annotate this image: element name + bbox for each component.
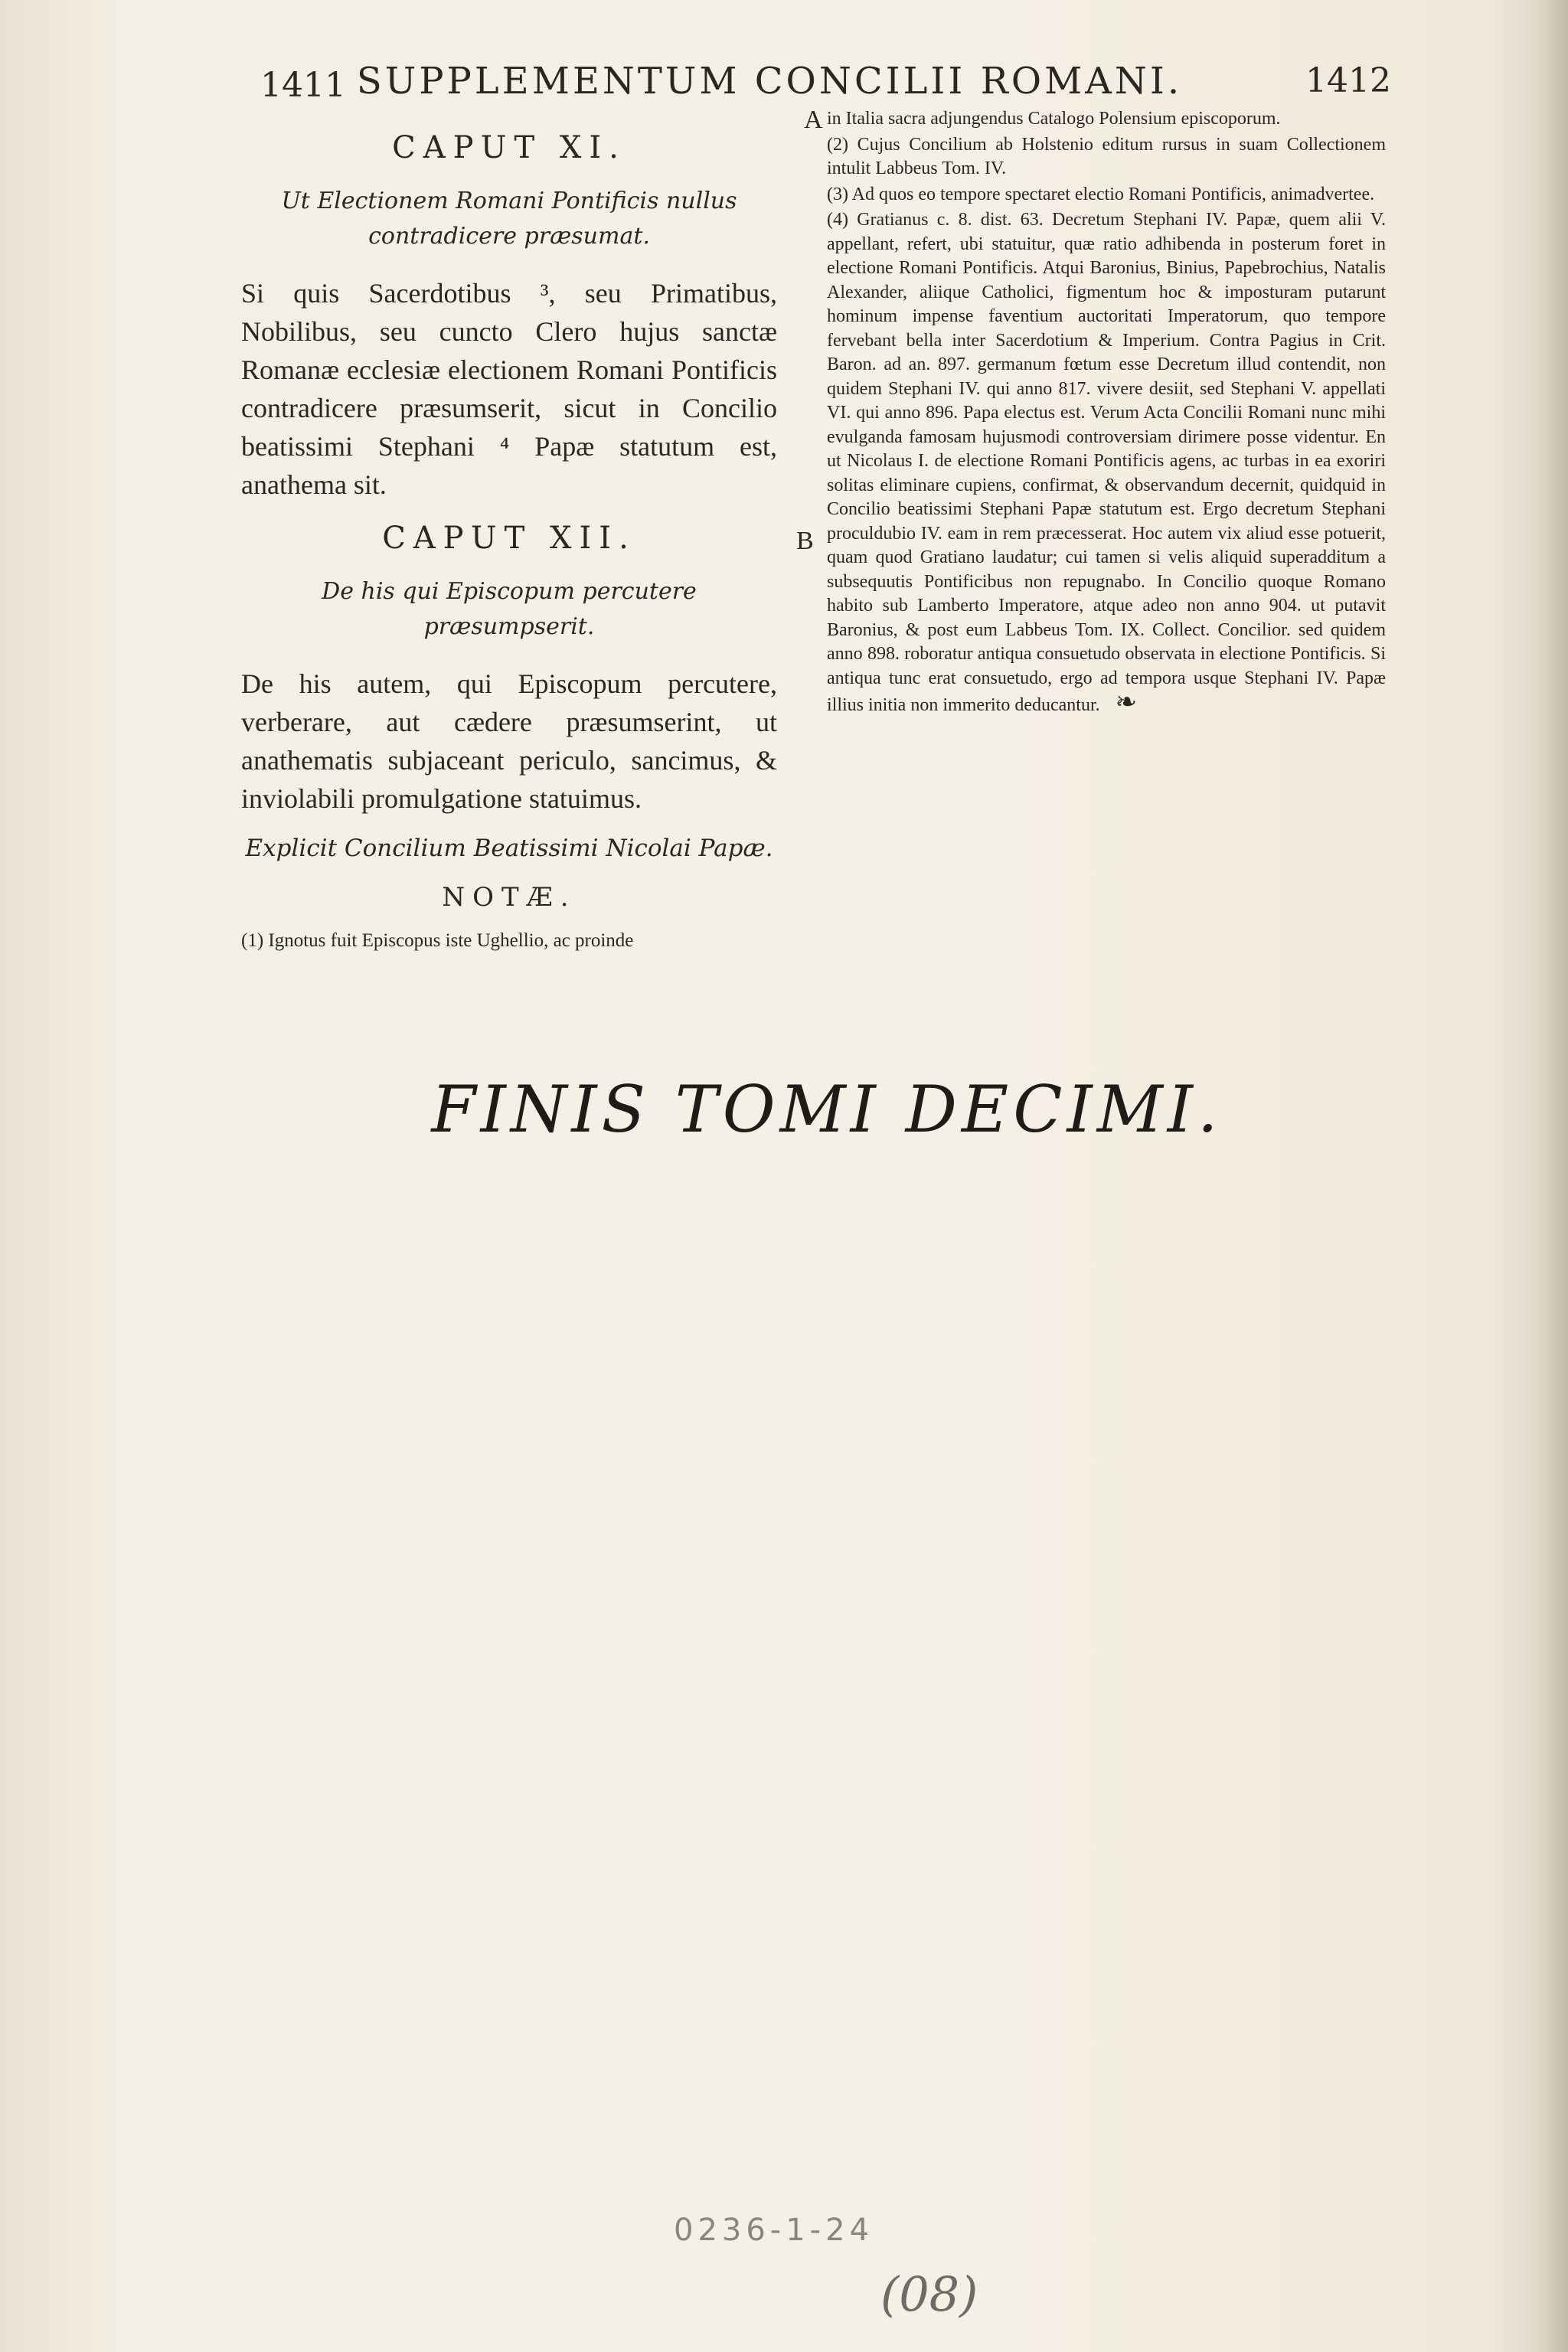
note-1-continued: in Italia sacra adjungendus Catalogo Polensium episcoporum. [827,109,1281,129]
running-head: SUPPLEMENTUM CONCILII ROMANI. [356,60,1183,103]
page-number-left: 1411 [260,66,346,105]
spine-shadow [1537,0,1568,2352]
caput-xii-heading: CAPUT XII. [382,521,636,556]
page-number-right: 1412 [1305,61,1391,100]
finis-heading: FINIS TOMI DECIMI. [431,1072,1223,1147]
caput-xi-title: Ut Electionem Romani Pontificis nullus contradicere præsumat. [281,188,737,250]
archive-stamp: 0236-1-24 [674,2213,874,2248]
note-2: (2) Cujus Concilium ab Holstenio editum rursus in suam Collectionem intulit Labbeus Tom. IV. [827,134,1386,178]
margin-letter-a: A [804,106,823,134]
caput-xii-title: De his qui Episcopum percutere præsumpserit. [322,578,697,640]
caput-xii-text: De his autem, qui Episcopum percutere, verberare, aut cædere præsumserint, ut anathematis subjaceant periculo, sancimus, & inviolabili promulgatione statuimus. [241,668,777,814]
note-4-text: (4) Gratianus c. 8. dist. 63. Decretum Stephani IV. Papæ, quem alii V. appellant, refert, ubi statuitur, quæ ratio adhibenda in posterum foret in electione Romani Pontificis. Atqui Baronius, Binius, Papebrochius, Natalis Alexander, aliique Catholici, figmentum hoc & imposturam putarunt hominum impense faventium auctoritati Imperatorum, quo tempore fervebant bella inter Sacerdotium & Imperium. Contra Pagius in Crit. Baron. ad an. 897. germanum fœtum esse Decretum illud contendit, non quidem Stephani IV. qui anno 817. vivere desiit, sed Stephani V. appellati VI. qui anno 896. Papa electus est. Verum Acta Concilii Romani nunc mihi evulganda famosam hujusmodi controversiam dirimere posse videntur. En ut Nicolaus I. de electione Romani Pontificis agens, ac turbas in ea exoriri solitas eliminare cupiens, confirmat, & observandum decernit, quidquid in Concilio beatissimi Stephani Papæ statutum est. Ergo decretum Stephani proculdubio IV. eam in rem præcesserat. Hoc autem vix aliud esse potuerit, quam quod Gratiano laudatur; cui tamen si velis aliquid superadditum a subsequutis Pontificibus non repugnabo. In Concilio quoque Romano habito sub Lamberto Imperatore, atque adeo non anno 904. ut putavit Baronius, & post eum Labbeus Tom. IX. Collect. Concilior. sed quidem anno 898. roboratur antiqua consuetudo observata in electione Pontificis. Si antiqua tunc erat consuetudo, ergo ad tempora usque Stephani IV. Papæ illius initia non immerito deducantur. [827,210,1386,715]
left-column [241,122,777,954]
caput-xi-text: Si quis Sacerdotibus ³, seu Primatibus, Nobilibus, seu cuncto Clero hujus sanctæ Romanæ ecclesiæ electionem Romani Pontificis contradicere præsumserit, sicut in Concilio beatissimi Stephani ⁴ Papæ statutum est, anathema sit. [241,278,777,500]
note-1: (1) Ignotus fuit Episcopus iste Ughellio, ac proinde [241,930,634,951]
notae-heading: NOTÆ. [442,882,577,913]
explicit-line: Explicit Concilium Beatissimi Nicolai Papæ. [245,835,773,862]
note-3: (3) Ad quos eo tempore spectaret electio Romani Pontificis, animadvertee. [827,184,1375,204]
caput-xi-heading: CAPUT XI. [392,130,626,165]
fleuron-icon: ❧ [1115,688,1138,717]
note-4 [827,208,1386,718]
margin-letter-b: B [796,527,814,555]
right-column [827,107,1386,720]
handwritten-number: (08) [880,2266,978,2322]
